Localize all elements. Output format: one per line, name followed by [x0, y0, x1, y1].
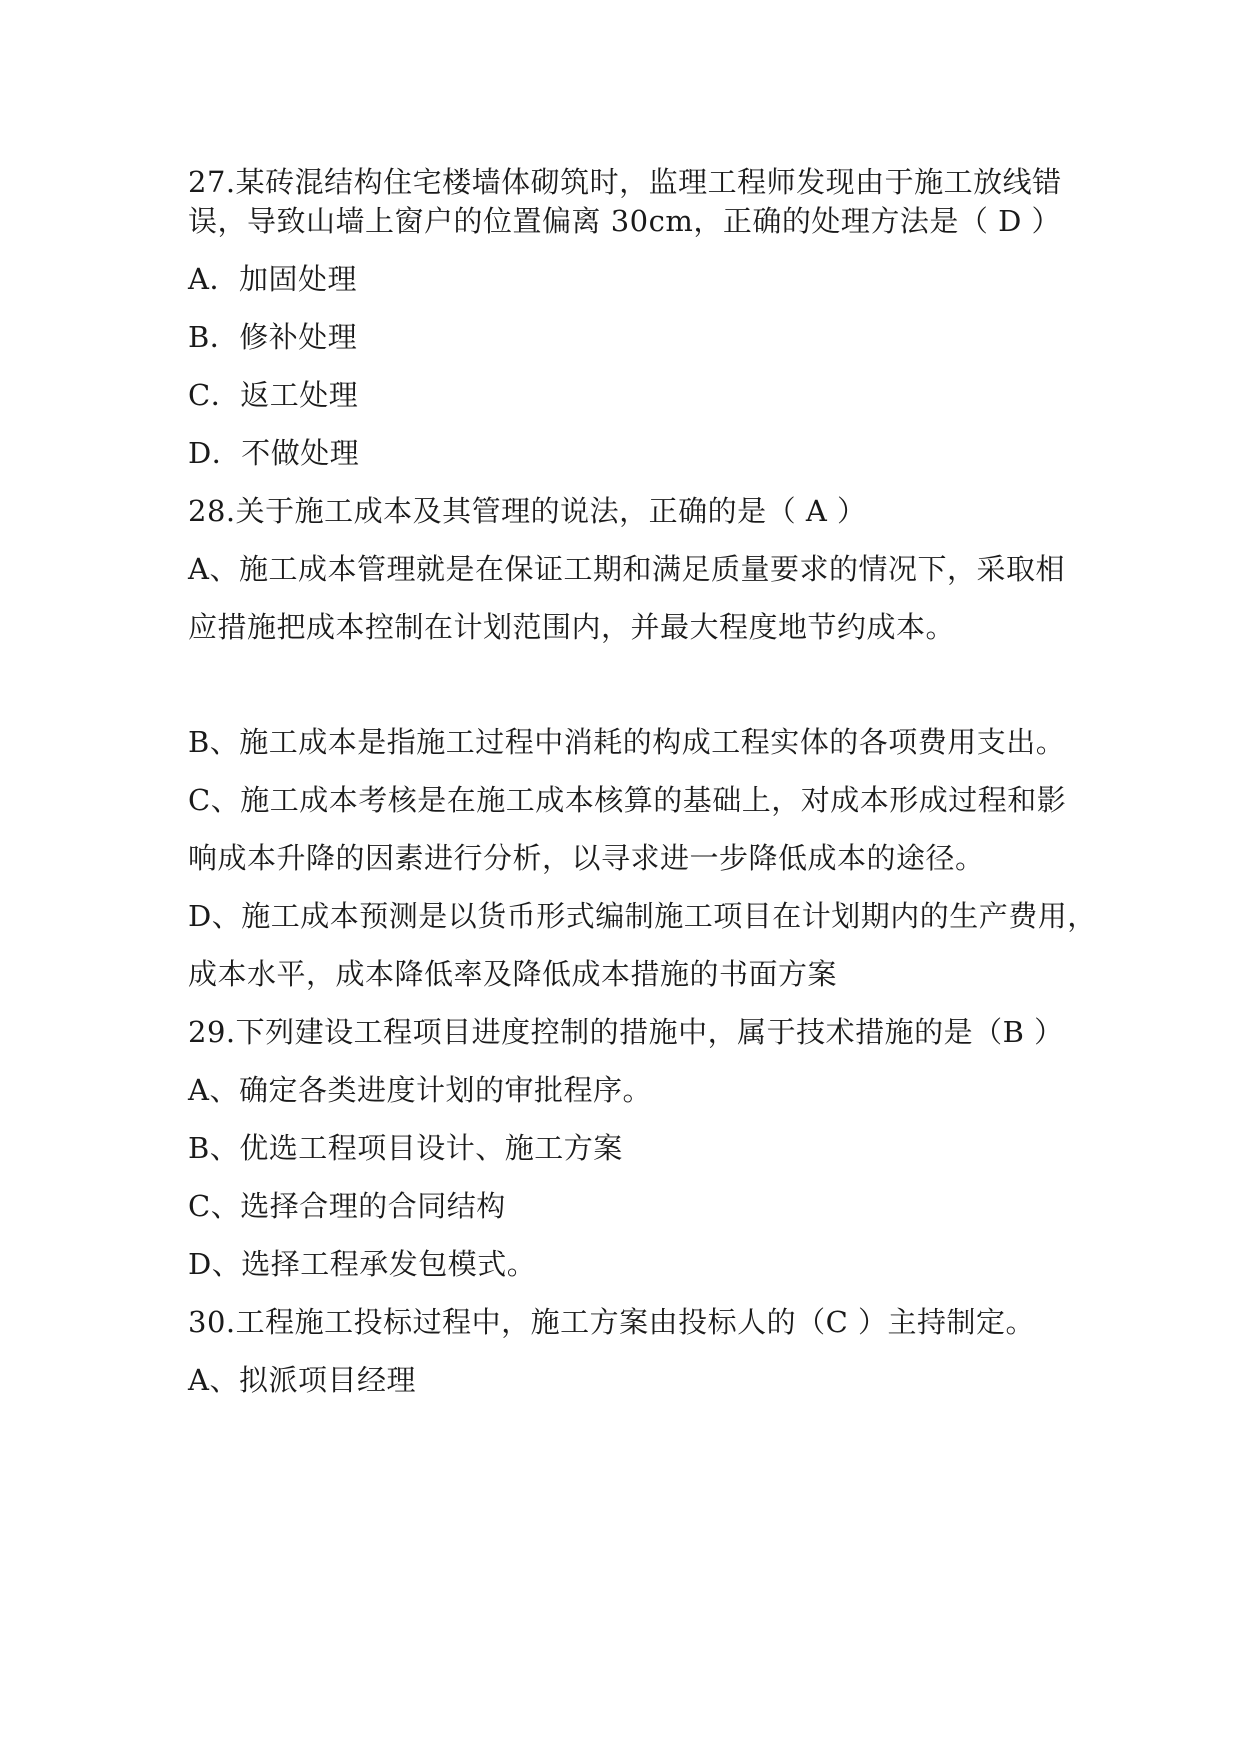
- question-28-option-d-line-2: 成本水平，成本降低率及降低成本措施的书面方案: [188, 957, 838, 991]
- question-29-option-a: A、确定各类进度计划的审批程序。: [188, 1073, 652, 1107]
- question-27-text-line-1: 27.某砖混结构住宅楼墙体砌筑时，监理工程师发现由于施工放线错: [188, 165, 1062, 199]
- question-27-option-b: B．修补处理: [188, 320, 358, 354]
- question-29-option-b: B、优选工程项目设计、施工方案: [188, 1131, 623, 1165]
- question-28-option-c-line-1: C、施工成本考核是在施工成本核算的基础上，对成本形成过程和影: [188, 783, 1067, 817]
- question-29-option-c: C、选择合理的合同结构: [188, 1189, 506, 1223]
- question-27-option-a: A．加固处理: [188, 262, 357, 296]
- question-27-option-d: D．不做处理: [188, 436, 360, 470]
- question-28-option-b: B、施工成本是指施工过程中消耗的构成工程实体的各项费用支出。: [188, 725, 1066, 759]
- question-28-option-c-line-2: 响成本升降的因素进行分析，以寻求进一步降低成本的途径。: [188, 841, 985, 875]
- question-30-text: 30.工程施工投标过程中，施工方案由投标人的（C ）主持制定。: [188, 1305, 1036, 1339]
- question-28-option-d-line-1: D、施工成本预测是以货币形式编制施工项目在计划期内的生产费用，: [188, 899, 1097, 933]
- question-28-option-a-line-1: A、施工成本管理就是在保证工期和满足质量要求的情况下，采取相: [188, 552, 1065, 586]
- question-30-option-a: A、拟派项目经理: [188, 1363, 416, 1397]
- question-29-text: 29.下列建设工程项目进度控制的措施中，属于技术措施的是（B ）: [188, 1015, 1064, 1049]
- question-28-text: 28.关于施工成本及其管理的说法，正确的是（ A ）: [188, 494, 867, 528]
- question-28-option-a-line-2: 应措施把成本控制在计划范围内，并最大程度地节约成本。: [188, 610, 956, 644]
- question-29-option-d: D、选择工程承发包模式。: [188, 1247, 537, 1281]
- question-27-option-c: C．返工处理: [188, 378, 359, 412]
- question-27-text-line-2: 误，导致山墙上窗户的位置偏离 30cm，正确的处理方法是（ D ）: [188, 204, 1062, 238]
